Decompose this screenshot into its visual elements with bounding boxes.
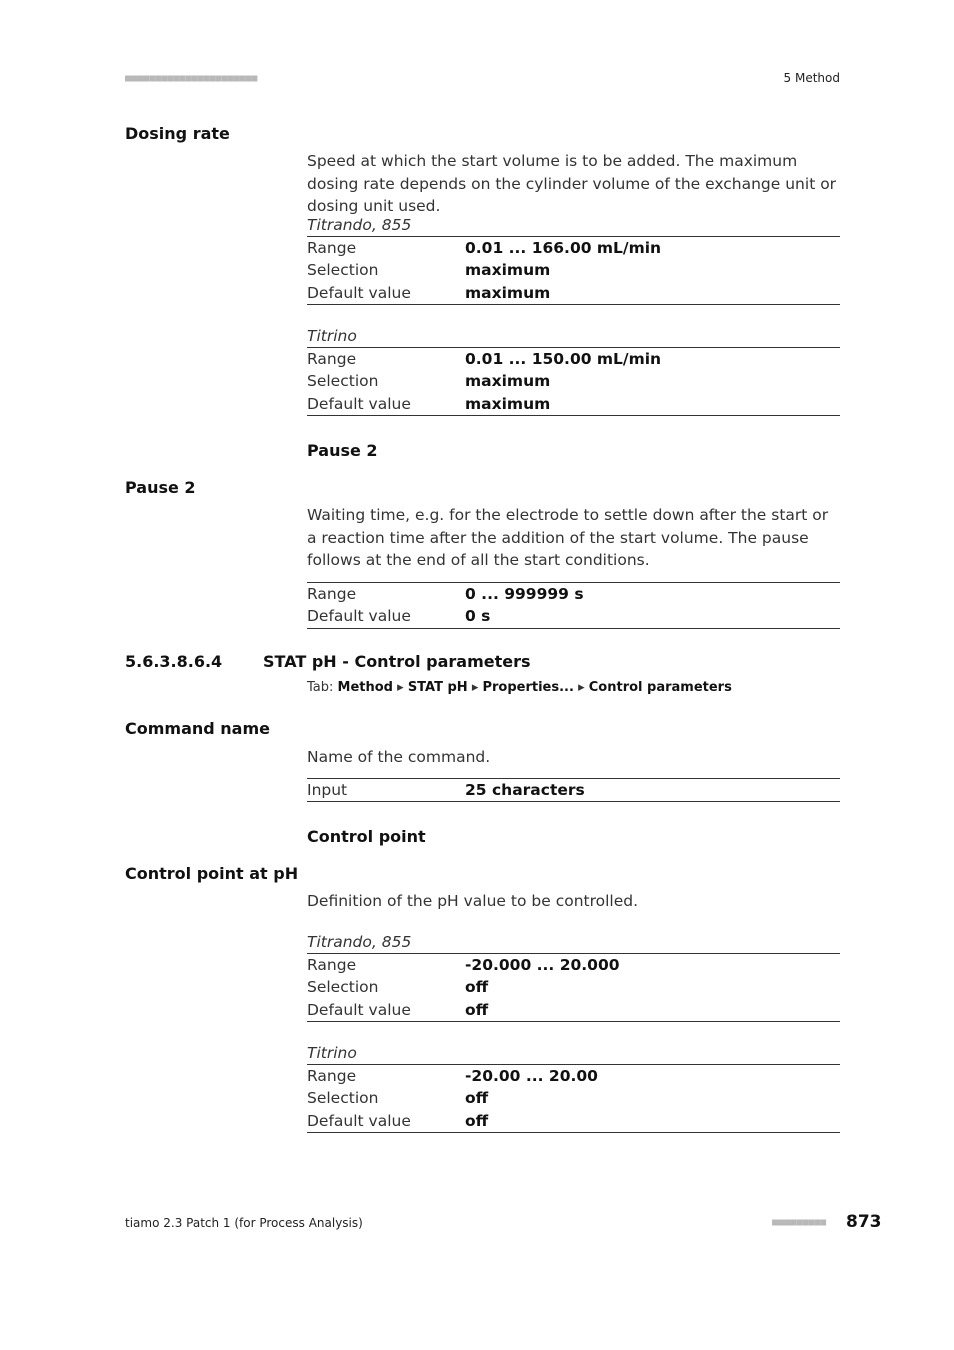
section-title: STAT pH - Control parameters (263, 652, 531, 671)
subheading-pause-2: Pause 2 (307, 441, 378, 460)
table-caption: Titrino (307, 1044, 357, 1062)
row-value: off (465, 978, 489, 997)
footer-decoration: ■■■■■■■■■ (772, 1217, 827, 1228)
table-row (307, 237, 840, 259)
row-value: off (465, 1000, 489, 1019)
table-row (307, 282, 840, 304)
table-row (307, 605, 840, 627)
param-label-pause-2: Pause 2 (125, 478, 196, 497)
tab-path-item: STAT pH (407, 680, 468, 695)
param-table-command-name (307, 778, 840, 802)
param-label-control-point: Control point at pH (125, 864, 299, 883)
table-caption: Titrando, 855 (307, 933, 412, 951)
page-number: 873 (846, 1212, 882, 1232)
tab-prefix: Tab: (307, 680, 334, 695)
table-row (307, 976, 840, 998)
param-description-control-point: Definition of the pH value to be controlled. (307, 892, 639, 910)
param-description-command-name: Name of the command. (307, 748, 491, 766)
row-value: 0 s (465, 607, 491, 626)
row-key: Range (307, 239, 357, 257)
row-key: Default value (307, 394, 411, 413)
row-value: -20.00 ... 20.00 (465, 1067, 598, 1085)
row-key: Range (307, 956, 357, 974)
row-key: Selection (307, 261, 379, 280)
row-value: off (465, 1111, 489, 1130)
subheading-control-point: Control point (307, 827, 426, 846)
row-key: Selection (307, 372, 379, 391)
param-label-command-name: Command name (125, 719, 270, 738)
table-row (307, 370, 840, 392)
row-key: Range (307, 585, 357, 603)
row-value: -20.000 ... 20.000 (465, 956, 620, 974)
tab-path-item: Control parameters (588, 680, 732, 695)
row-key: Selection (307, 978, 379, 997)
row-value: maximum (465, 283, 551, 302)
row-key: Default value (307, 607, 411, 626)
row-key: Input (307, 781, 348, 799)
row-key: Default value (307, 1111, 411, 1130)
table-row (307, 1110, 840, 1132)
section-heading (125, 652, 531, 671)
param-table-titrino (307, 1042, 840, 1133)
header-decoration: ■■■■■■■■■■■■■■■■■■■■■■ (125, 73, 258, 84)
row-value: maximum (465, 372, 551, 391)
row-value: 0.01 ... 150.00 mL/min (465, 350, 662, 368)
param-table-titrando (307, 214, 840, 305)
arrow-icon: ▸ (578, 680, 585, 695)
table-row (307, 954, 840, 976)
param-table-titrino (307, 325, 840, 416)
param-label-dosing-rate: Dosing rate (125, 124, 230, 143)
table-caption: Titrino (307, 327, 357, 345)
table-row (307, 1065, 840, 1087)
table-row (307, 1087, 840, 1109)
param-table-pause-2 (307, 582, 840, 629)
tab-path-item: Method (337, 680, 393, 695)
row-key: Range (307, 1067, 357, 1085)
tab-path (307, 680, 732, 695)
row-key: Default value (307, 1000, 411, 1019)
row-value: 25 characters (465, 781, 585, 799)
param-description-dosing-rate: Speed at which the start volume is to be added. The maximum dosing rate depends on the cylinder volume of the exchange unit or dosing unit used. (307, 152, 837, 215)
row-key: Selection (307, 1089, 379, 1108)
param-description-pause-2: Waiting time, e.g. for the electrode to settle down after the start or a reaction time after the addition of the start volume. The pause follows at the end of all the start conditions. (307, 506, 829, 569)
row-value: maximum (465, 261, 551, 280)
table-row (307, 779, 840, 801)
tab-path-item: Properties... (482, 680, 574, 695)
section-number: 5.6.3.8.6.4 (125, 652, 223, 671)
arrow-icon: ▸ (471, 680, 479, 695)
table-row (307, 583, 840, 605)
arrow-icon: ▸ (397, 680, 404, 695)
table-row (307, 348, 840, 370)
row-value: 0 ... 999999 s (465, 585, 584, 603)
param-table-titrando (307, 931, 840, 1022)
table-row (307, 259, 840, 281)
table-row (307, 393, 840, 415)
table-caption: Titrando, 855 (307, 216, 412, 234)
row-key: Range (307, 350, 357, 368)
row-value: off (465, 1089, 489, 1108)
table-row (307, 999, 840, 1021)
row-value: maximum (465, 394, 551, 413)
row-key: Default value (307, 283, 411, 302)
footer-product-name: tiamo 2.3 Patch 1 (for Process Analysis) (125, 1216, 363, 1230)
chapter-title: 5 Method (783, 71, 840, 85)
row-value: 0.01 ... 166.00 mL/min (465, 239, 662, 257)
